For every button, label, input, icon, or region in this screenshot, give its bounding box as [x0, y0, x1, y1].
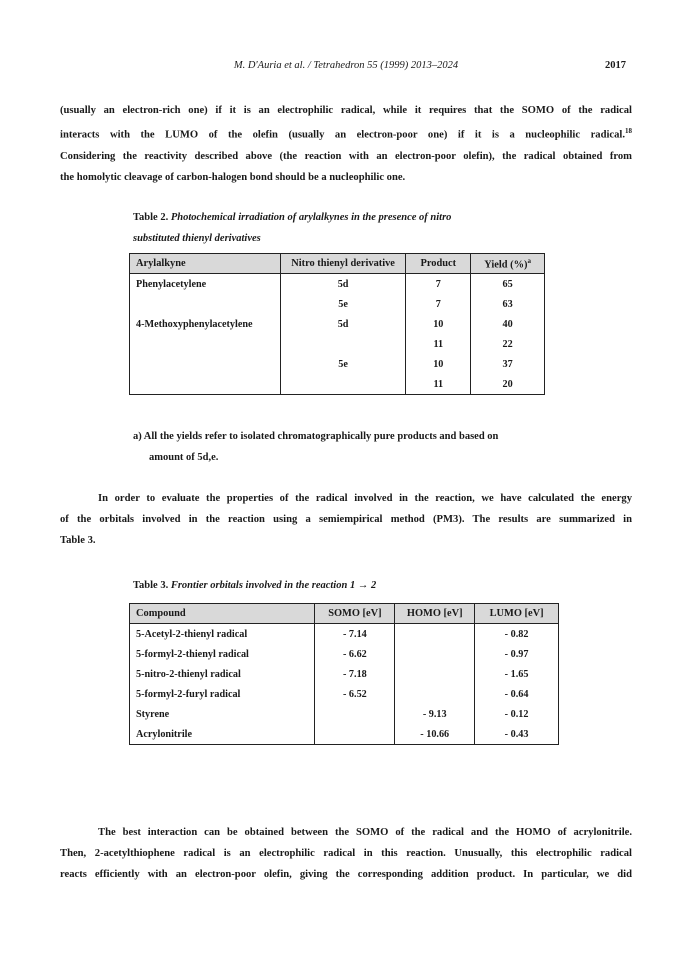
- table-row: [130, 624, 559, 645]
- table-cell: 4-Methoxyphenylacetylene: [130, 314, 281, 334]
- table-row: [130, 644, 559, 664]
- table-cell: 37: [471, 354, 545, 374]
- paragraph-line: the homolytic cleavage of carbon-halogen bond should be a nucleophilic one.: [60, 171, 406, 183]
- table-cell: - 0.82: [475, 624, 559, 645]
- table-cell: [315, 724, 395, 745]
- table-cell: - 1.65: [475, 664, 559, 684]
- table-cell: - 9.13: [395, 704, 475, 724]
- table-cell: 11: [406, 374, 471, 395]
- table-cell: 5-nitro-2-thienyl radical: [130, 664, 315, 684]
- table-cell: 63: [471, 294, 545, 314]
- table-cell: Phenylacetylene: [130, 274, 281, 295]
- footnote-line-2: amount of 5d,e.: [149, 452, 219, 463]
- col-header: LUMO [eV]: [475, 604, 559, 624]
- running-title: M. D'Auria et al. / Tetrahedron 55 (1999) 2013–2024: [233, 60, 459, 71]
- paragraph-line: [60, 121, 632, 146]
- table-cell: [395, 644, 475, 664]
- footnote-line: a) All the yields refer to isolated chromatographically pure products and based on: [133, 431, 499, 442]
- table-cell: [395, 624, 475, 645]
- col-header: Compound: [130, 604, 315, 624]
- col-header: HOMO [eV]: [395, 604, 475, 624]
- table-cell: [395, 684, 475, 704]
- col-header: [471, 254, 545, 274]
- table3-caption: [133, 575, 376, 596]
- table-cell: [395, 664, 475, 684]
- page-number: 2017: [605, 60, 626, 71]
- footnote-marker: a: [527, 256, 531, 265]
- table3-caption-text: Frontier orbitals involved in the reaction 1 → 2: [170, 580, 377, 591]
- table-cell: 65: [471, 274, 545, 295]
- paragraph-line: reacts efficiently with an electron-poor olefin, giving the corresponding addition product. In particular, we did: [60, 869, 632, 880]
- table-cell: - 0.64: [475, 684, 559, 704]
- table-row: [130, 294, 545, 314]
- table-cell: - 10.66: [395, 724, 475, 745]
- table-cell: [280, 374, 406, 395]
- table-cell: 40: [471, 314, 545, 334]
- table-header-row: [130, 254, 545, 274]
- table-row: [130, 374, 545, 395]
- paragraph-line: Then, 2-acetylthiophene radical is an electrophilic radical in this reaction. Unusually, this electrophilic radical: [60, 848, 632, 859]
- table-cell: - 7.14: [315, 624, 395, 645]
- table-cell: [315, 704, 395, 724]
- table-cell: [130, 294, 281, 314]
- table-cell: - 0.97: [475, 644, 559, 664]
- table-cell: 20: [471, 374, 545, 395]
- paragraph-1: [60, 100, 632, 188]
- col-header: Arylalkyne: [130, 254, 281, 274]
- table-cell: 10: [406, 314, 471, 334]
- table-row: [130, 684, 559, 704]
- reference-superscript: 18: [625, 127, 632, 135]
- table-cell: - 6.52: [315, 684, 395, 704]
- table-cell: Styrene: [130, 704, 315, 724]
- table-cell: 5-formyl-2-thienyl radical: [130, 644, 315, 664]
- table-row: [130, 334, 545, 354]
- col-header: Nitro thienyl derivative: [280, 254, 406, 274]
- table-cell: 10: [406, 354, 471, 374]
- col-header: Product: [406, 254, 471, 274]
- paragraph-text: interacts with the LUMO of the olefin (usually an electron-poor one) if it is a nucleophilic radical.: [60, 129, 625, 141]
- table-cell: 5-formyl-2-furyl radical: [130, 684, 315, 704]
- table-cell: Acrylonitrile: [130, 724, 315, 745]
- col-header-text: Yield (%): [484, 259, 528, 271]
- table-cell: 7: [406, 274, 471, 295]
- col-header: SOMO [eV]: [315, 604, 395, 624]
- table-3: [129, 603, 559, 745]
- table-cell: [130, 354, 281, 374]
- table-cell: [130, 334, 281, 354]
- table-header-row: [130, 604, 559, 624]
- table2-label: Table 2.: [133, 212, 169, 223]
- paragraph-line: (usually an electron-rich one) if it is an electrophilic radical, while it requires that the SOMO of the radical: [60, 105, 632, 116]
- table-cell: - 0.12: [475, 704, 559, 724]
- table-cell: 22: [471, 334, 545, 354]
- table-row: [130, 724, 559, 745]
- table-row: [130, 354, 545, 374]
- table-cell: 5d: [280, 314, 406, 334]
- table-row: [130, 704, 559, 724]
- table2-caption-text: Photochemical irradiation of arylalkynes in the presence of nitro: [170, 212, 452, 223]
- paragraph-line: In order to evaluate the properties of the radical involved in the reaction, we have calculated the energy: [98, 493, 632, 504]
- table2-footnote: [133, 426, 498, 468]
- table-cell: 5-Acetyl-2-thienyl radical: [130, 624, 315, 645]
- table-cell: 5e: [280, 354, 406, 374]
- table-cell: - 6.62: [315, 644, 395, 664]
- table-cell: 11: [406, 334, 471, 354]
- paragraph-line: Considering the reactivity described above (the reaction with an electron-poor olefin), the radical obtained from: [60, 150, 632, 162]
- table-cell: [130, 374, 281, 395]
- paragraph-3: [60, 822, 632, 885]
- running-header: [0, 60, 692, 76]
- table-row: [130, 664, 559, 684]
- table-cell: 7: [406, 294, 471, 314]
- table-cell: - 7.18: [315, 664, 395, 684]
- table-cell: [280, 334, 406, 354]
- table-cell: - 0.43: [475, 724, 559, 745]
- paragraph-2: [60, 488, 632, 551]
- table-row: [130, 274, 545, 295]
- paragraph-line: The best interaction can be obtained between the SOMO of the radical and the HOMO of acrylonitrile.: [98, 827, 632, 838]
- table-cell: 5e: [280, 294, 406, 314]
- paragraph-line: Table 3.: [60, 535, 96, 546]
- table2-caption: [133, 207, 451, 249]
- paragraph-line: of the orbitals involved in the reaction using a semiempirical method (PM3). The results are summarized in: [60, 514, 632, 525]
- table2-caption-text-2: substituted thienyl derivatives: [133, 233, 261, 244]
- table-row: [130, 314, 545, 334]
- table-2: [129, 253, 545, 395]
- table-cell: 5d: [280, 274, 406, 295]
- table3-label: Table 3.: [133, 580, 169, 591]
